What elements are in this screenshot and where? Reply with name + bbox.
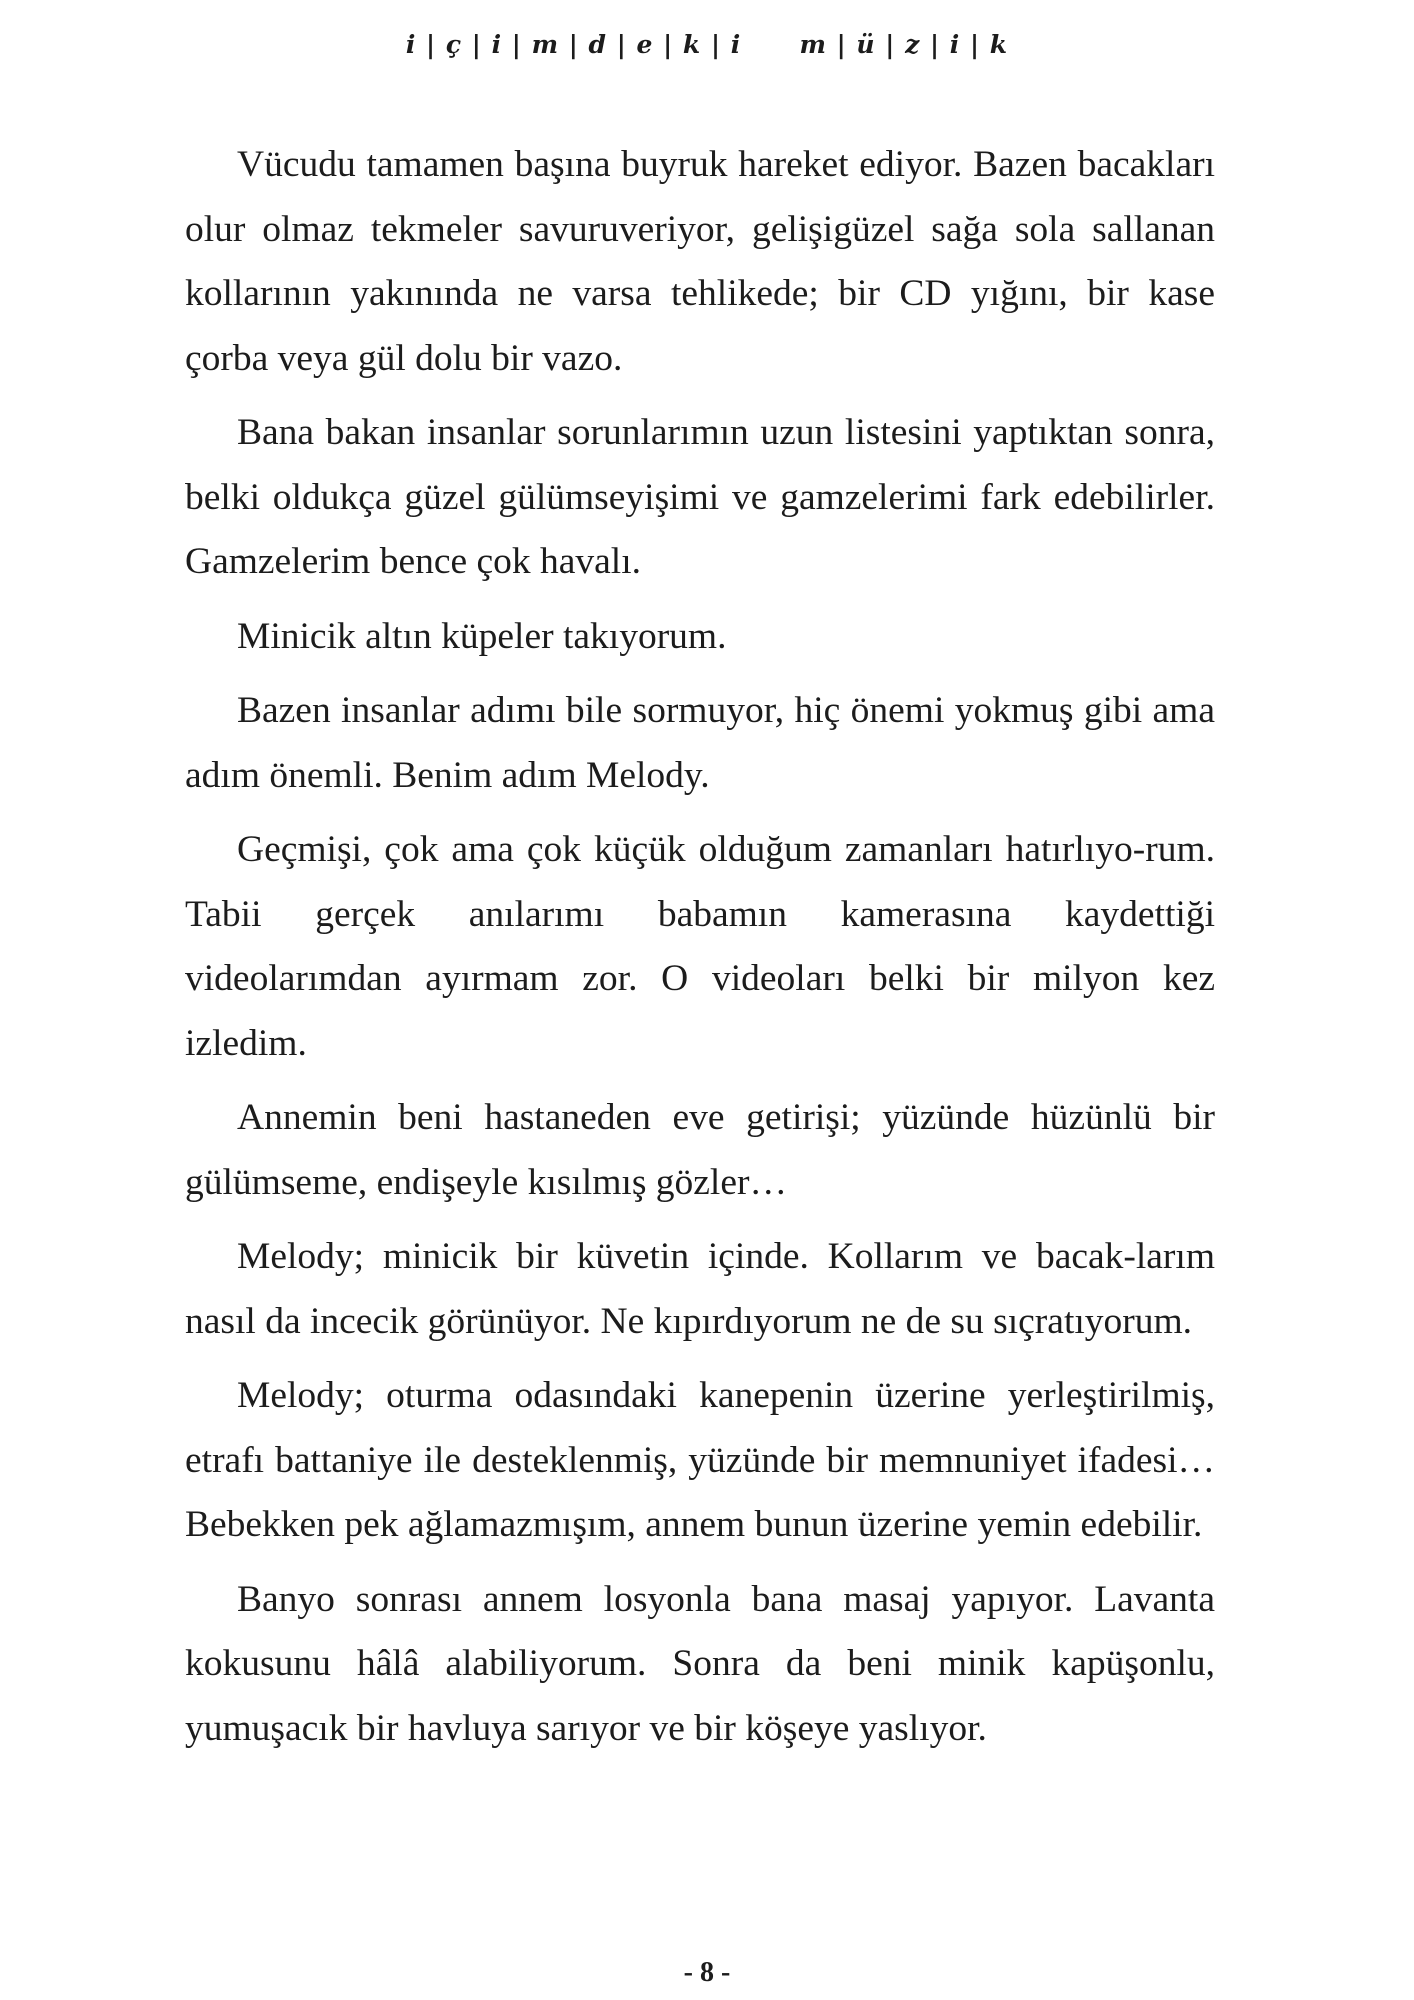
paragraph-7: Melody; minicik bir küvetin içinde. Kollarım ve bacak-larım nasıl da incecik görünüyor. Ne kıpırdıyorum ne de su sıçratıyorum.	[185, 1236, 1215, 1342]
body-text	[185, 133, 1215, 1771]
paragraph-9: Banyo sonrası annem losyonla bana masaj yapıyor. Lavanta kokusunu hâlâ alabiliyorum. Sonra da beni minik kapüşonlu, yumuşacık bir havluya sarıyor ve bir köşeye yaslıyor.	[185, 1578, 1215, 1749]
paragraph-3: Minicik altın küpeler takıyorum.	[237, 615, 727, 657]
paragraph-8: Melody; oturma odasındaki kanepenin üzerine yerleştirilmiş, etrafı battaniye ile desteklenmiş, yüzünde bir memnuniyet ifadesi… Bebekken pek ağlamazmışım, annem bunun üzerine yemin edebilir.	[185, 1375, 1215, 1545]
paragraph-1: Vücudu tamamen başına buyruk hareket ediyor. Bazen bacakları olur olmaz tekmeler savuruveriyor, gelişigüzel sağa sola sallanan kollarının yakınında ne varsa tehlikede; bir CD yığını, bir kase çorba veya gül dolu bir vazo.	[185, 144, 1215, 379]
page-number: - 8 -	[683, 1957, 731, 1988]
paragraph-4: Bazen insanlar adımı bile sormuyor, hiç önemi yokmuş gibi ama adım önemli. Benim adım Melody.	[185, 690, 1215, 796]
paragraph-6: Annemin beni hastaneden eve getirişi; yüzünde hüzünlü bir gülümseme, endişeyle kısılmış gözler…	[185, 1097, 1215, 1203]
running-header: i | ç | i | m | d | e | k | i m | ü | z | i | k	[405, 30, 1009, 59]
paragraph-5: Geçmişi, çok ama çok küçük olduğum zamanları hatırlıyo-rum. Tabii gerçek anılarımı babamın kamerasına kaydettiği videolarımdan ayırmam zor. O videoları belki bir milyon kez izledim.	[185, 829, 1215, 1064]
paragraph-2: Bana bakan insanlar sorunlarımın uzun listesini yaptıktan sonra, belki oldukça güzel gülümseyişimi ve gamzelerimi fark edebilirler. Gamzelerim bence çok havalı.	[185, 412, 1215, 582]
